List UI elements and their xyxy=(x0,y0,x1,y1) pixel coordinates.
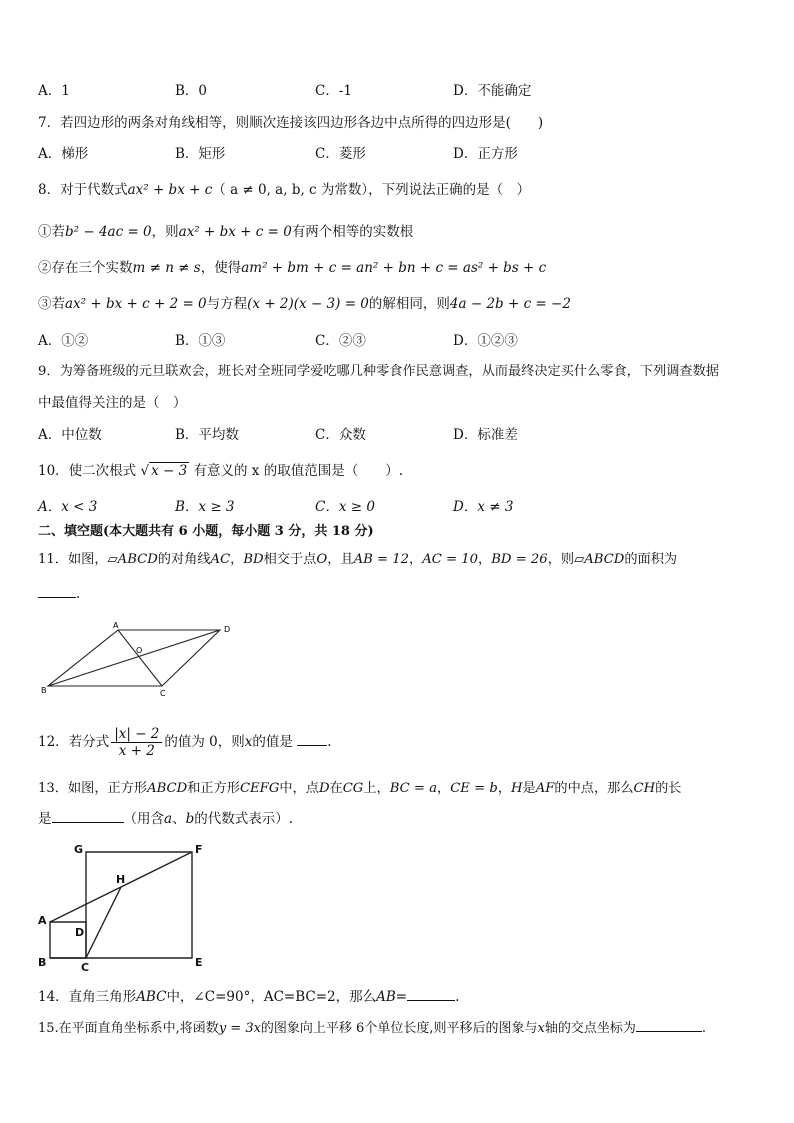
q11-a: 11．如图， xyxy=(38,552,108,567)
q12-var: x xyxy=(244,734,253,750)
q6-option-b: B．0 xyxy=(175,83,208,99)
q8-option-b: B．①③ xyxy=(175,333,226,349)
q11-e: ， xyxy=(230,552,244,567)
label-b: B xyxy=(38,956,47,969)
q7-option-b: B．矩形 xyxy=(175,146,226,162)
q13-line-1 xyxy=(38,779,758,799)
q9-line-1: 9．为筹备班级的元旦联欢会，班长对全班同学爱吃哪几种零食作民意调查，从而最终决定买什么零食，下列调查数据 xyxy=(38,364,719,379)
q8-s2-prefix: ②存在三个实数 xyxy=(38,260,133,276)
q7-options xyxy=(38,144,738,164)
q13-answer-blank[interactable] xyxy=(52,808,124,823)
q13-line-2 xyxy=(38,808,758,829)
q9-line-2: 中最值得关注的是（ ） xyxy=(38,395,187,411)
q13-l1d: CEFG xyxy=(239,781,280,796)
q8-s3-math2: (x + 2)(x − 3) = 0 xyxy=(247,296,369,312)
q8-options xyxy=(38,331,738,351)
q11-g: 相交于点 xyxy=(263,552,317,567)
q14-prefix: 14．直角三角形 xyxy=(38,989,137,1005)
q8-expr: ax² + bx + c xyxy=(127,182,213,198)
q10-option-a: A．x < 3 xyxy=(38,499,98,515)
q11-b: ▱ABCD xyxy=(107,552,158,567)
q15-suffix: 轴的交点坐标为 xyxy=(544,1021,636,1036)
q13-l1r: CH xyxy=(633,781,656,796)
q12-answer-blank[interactable] xyxy=(297,731,327,746)
q12-denominator: x + 2 xyxy=(118,743,155,759)
q12-suffix: 的值是 xyxy=(252,734,293,750)
q13-l2b: （用含 xyxy=(123,811,164,827)
q11-end: . xyxy=(76,586,81,602)
q13-l1p: AF xyxy=(535,781,555,796)
q8-prefix: 8．对于代数式 xyxy=(38,182,128,198)
q13-l1e: 中，点 xyxy=(279,781,319,796)
q13-l1c: 和正方形 xyxy=(187,781,240,796)
q13-l1q: 的中点，那么 xyxy=(554,781,634,796)
q8-option-c: C．②③ xyxy=(315,333,366,349)
q8-s3-math: ax² + bx + c + 2 = 0 xyxy=(65,296,207,312)
q12-stem xyxy=(38,722,758,766)
q10-options xyxy=(38,497,738,517)
label-g: G xyxy=(74,843,84,856)
q13-squares-figure xyxy=(34,838,214,976)
q9-option-b: B．平均数 xyxy=(175,427,239,443)
q11-j: AB = 12 xyxy=(353,552,409,567)
q13-l1l: CE = b xyxy=(450,781,498,796)
q11-c: 的对角线 xyxy=(157,552,211,567)
q8-s3-mid2: 的解相同，则 xyxy=(368,296,450,312)
q10-option-c: C．x ≥ 0 xyxy=(315,499,375,515)
q8-s2-math: m ≠ n ≠ s xyxy=(132,260,201,276)
q11-stem xyxy=(38,550,758,570)
q15-prefix: 15.在平面直角坐标系中,将函数 xyxy=(38,1021,219,1036)
q14-end: . xyxy=(455,989,460,1005)
q15-end: . xyxy=(701,1021,706,1036)
q15-mid: 的图象向上平移 6个单位长度,则平移后的图象与 xyxy=(260,1021,538,1036)
q13-l1f: D xyxy=(318,781,330,796)
label-d: D xyxy=(224,625,231,634)
q8-s2-mid: ，使得 xyxy=(200,260,242,276)
q13-l2f: 的代数式表示）. xyxy=(194,811,294,827)
q15-function: y = 3x xyxy=(218,1021,261,1036)
q11-m: ， xyxy=(478,552,492,567)
q13-l1a: 13．如图，正方形 xyxy=(38,781,148,796)
q11-d: AC xyxy=(210,552,231,567)
q13-l1b: ABCD xyxy=(147,781,188,796)
q8-s1-prefix: ①若 xyxy=(38,224,65,240)
q7-option-c: C．菱形 xyxy=(315,146,366,162)
q6-option-d: D．不能确定 xyxy=(453,83,532,99)
q15-var: x xyxy=(537,1021,545,1036)
q11-answer-line xyxy=(38,583,758,604)
q8-s3-math3: 4a − 2b + c = −2 xyxy=(449,296,571,312)
q13-l1h: CG xyxy=(342,781,364,796)
q11-k: ， xyxy=(409,552,423,567)
q13-l1o: 是 xyxy=(522,781,536,796)
q13-l1i: 上， xyxy=(363,781,390,796)
q13-l2d: 、 xyxy=(172,811,186,827)
q15-stem xyxy=(38,1017,764,1039)
q11-i: ，且 xyxy=(327,552,354,567)
q11-f: BD xyxy=(243,552,264,567)
q8-s1-math: b² − 4ac = 0 xyxy=(65,224,152,240)
segment-ch xyxy=(86,887,121,958)
section-heading-fill-in: 二、填空题(本大题共有 6 小题，每小题 3 分，共 18 分) xyxy=(38,524,374,539)
label-d: D xyxy=(75,926,85,939)
q8-s3-mid: 与方程 xyxy=(206,296,248,312)
label-b: B xyxy=(41,686,47,695)
label-c: C xyxy=(81,961,90,974)
q13-l2c: a xyxy=(164,811,173,827)
label-o: O xyxy=(136,646,143,655)
q8-stem xyxy=(38,180,758,200)
q13-l1g: 在 xyxy=(329,781,343,796)
q8-s1-math2: ax² + bx + c = 0 xyxy=(178,224,292,240)
label-f: F xyxy=(195,843,203,856)
q10-suffix: 有意义的 x 的取值范围是（ ）. xyxy=(193,463,403,479)
q14-stem xyxy=(38,986,758,1007)
q13-l1n: H xyxy=(511,781,523,796)
q7-option-a: A．梯形 xyxy=(38,146,89,162)
label-h: H xyxy=(116,873,126,886)
q8-statement-1 xyxy=(38,222,758,242)
q8-s1-suffix: 有两个相等的实数根 xyxy=(291,224,414,240)
q13-l2e: b xyxy=(185,811,195,827)
q12-end: . xyxy=(327,734,332,750)
q11-answer-blank[interactable] xyxy=(38,583,76,598)
square-cefg xyxy=(86,852,192,958)
q7-text: 7．若四边形的两条对角线相等，则顺次连接该四边形各边中点所得的四边形是( ) xyxy=(38,115,544,131)
q15-answer-blank[interactable] xyxy=(636,1017,702,1032)
q8-option-d: D．①②③ xyxy=(453,333,518,349)
q12-prefix: 12．若分式 xyxy=(38,734,110,750)
q8-s2-math2: am² + bm + c = an² + bn + c = as² + bs + c xyxy=(241,260,547,276)
q12-mid: 的值为 0，则 xyxy=(164,734,245,750)
q8-s1-mid: ，则 xyxy=(151,224,179,240)
q11-p: ▱ABCD xyxy=(574,552,625,567)
q8-statement-3 xyxy=(38,294,758,314)
q9-option-a: A．中位数 xyxy=(38,427,102,443)
q11-o: ，则 xyxy=(547,552,575,567)
q12-numerator: |x| − 2 xyxy=(111,726,162,743)
label-e: E xyxy=(195,956,203,969)
label-a: A xyxy=(38,914,47,927)
q14-ab: AB= xyxy=(376,989,408,1005)
q9-option-c: C．众数 xyxy=(315,427,366,443)
q13-l1s: 的长 xyxy=(655,781,682,796)
q13-l2a: 是 xyxy=(38,811,52,827)
q10-option-b: B．x ≥ 3 xyxy=(175,499,235,515)
diagonal-bd xyxy=(48,630,220,686)
q8-cond: （ a ≠ 0, a, b, c 为常数），下列说法正确的是（ ） xyxy=(212,182,531,198)
q6-option-c: C．-1 xyxy=(315,83,352,99)
q10-radicand: x − 3 xyxy=(151,463,188,479)
q14-answer-blank[interactable] xyxy=(407,986,455,1001)
q6-options xyxy=(38,81,738,101)
q8-s3-prefix: ③若 xyxy=(38,296,65,312)
q7-option-d: D．正方形 xyxy=(453,146,518,162)
q9-options xyxy=(38,425,738,445)
q8-option-a: A．①② xyxy=(38,333,89,349)
q8-statement-2 xyxy=(38,258,758,278)
label-c: C xyxy=(160,689,166,698)
q9-option-d: D．标准差 xyxy=(453,427,518,443)
q11-parallelogram-figure xyxy=(30,618,245,698)
q14-mid: 中，∠C=90°，AC=BC=2，那么 xyxy=(166,989,377,1005)
q11-h: O xyxy=(316,552,328,567)
diagonal-ac xyxy=(118,630,162,686)
q13-l1m: ， xyxy=(497,781,511,796)
q12-fraction xyxy=(111,726,162,759)
q6-option-a: A．1 xyxy=(38,83,70,99)
q14-triangle: ABC xyxy=(136,989,167,1005)
q10-prefix: 10．使二次根式 xyxy=(38,463,137,479)
q10-stem xyxy=(38,461,758,481)
q13-l1k: ， xyxy=(437,781,451,796)
q11-n: BD = 26 xyxy=(491,552,548,567)
label-a: A xyxy=(113,621,119,630)
q11-q: 的面积为 xyxy=(624,552,678,567)
q10-radical: √ x − 3 xyxy=(140,463,188,479)
q10-option-d: D．x ≠ 3 xyxy=(453,499,514,515)
q11-l: AC = 10 xyxy=(422,552,479,567)
q13-l1j: BC = a xyxy=(389,781,438,796)
